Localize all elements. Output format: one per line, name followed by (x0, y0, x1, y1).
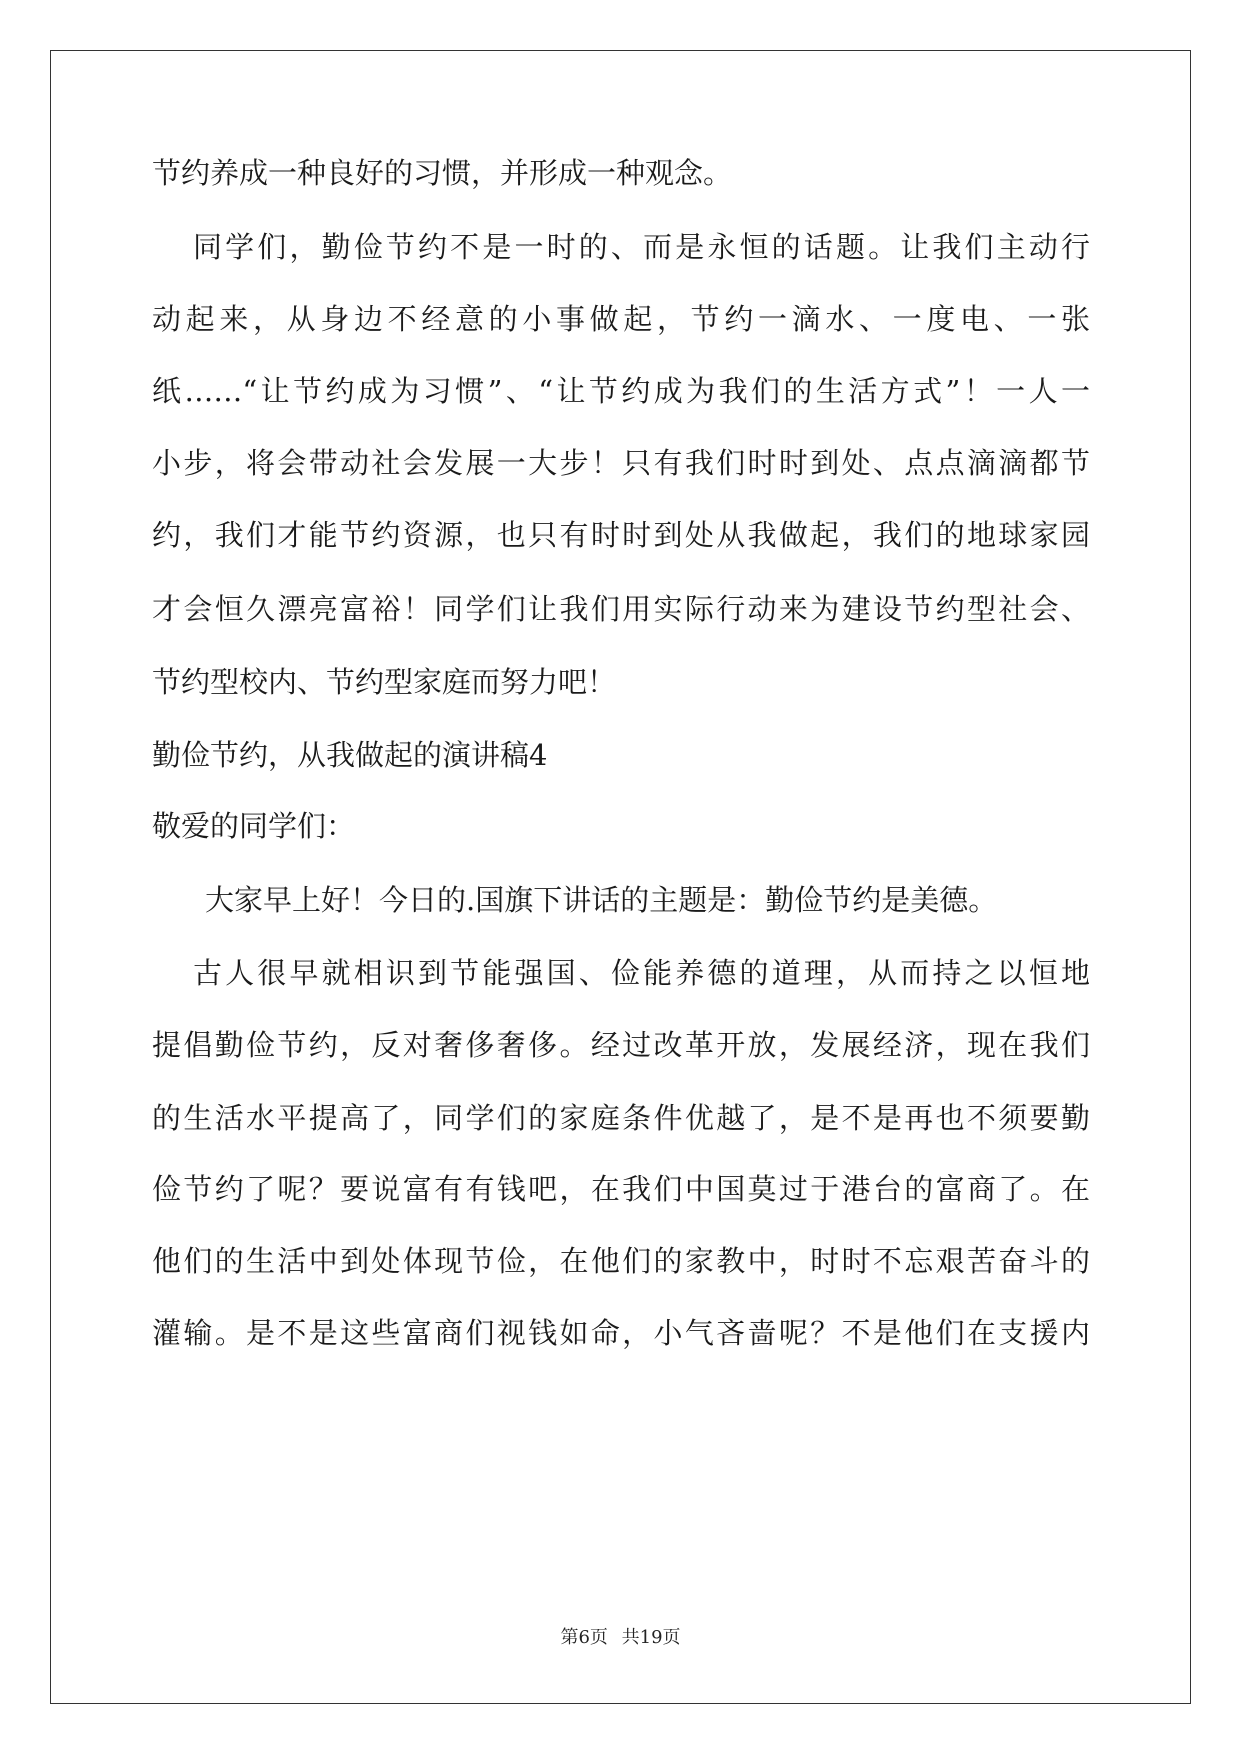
text-line: 纸……“让节约成为习惯”、“让节约成为我们的生活方式”！一人一 (152, 374, 1090, 408)
salutation: 敬爱的同学们： (152, 809, 356, 843)
text-line: 俭节约了呢？要说富有有钱吧，在我们中国莫过于港台的富商了。在 (152, 1172, 1090, 1206)
text-line: 小步，将会带动社会发展一大步！只有我们时时到处、点点滴滴都节 (152, 446, 1090, 480)
text-line: 大家早上好！今日的.国旗下讲话的主题是：勤俭节约是美德。 (205, 883, 998, 917)
text-line: 他们的生活中到处体现节俭，在他们的家教中，时时不忘艰苦奋斗的 (152, 1244, 1090, 1278)
text-line: 灌输。是不是这些富商们视钱如命，小气吝啬呢？不是他们在支援内 (152, 1316, 1090, 1350)
text-line: 才会恒久漂亮富裕！同学们让我们用实际行动来为建设节约型社会、 (152, 592, 1090, 626)
text-line: 节约型校内、节约型家庭而努力吧！ (152, 665, 617, 699)
page-number: 第6页 (560, 1627, 608, 1648)
text-line: 同学们，勤俭节约不是一时的、而是永恒的话题。让我们主动行 (193, 230, 1090, 264)
text-line: 动起来，从身边不经意的小事做起，节约一滴水、一度电、一张 (152, 302, 1090, 336)
text-line: 古人很早就相识到节能强国、俭能养德的道理，从而持之以恒地 (193, 956, 1090, 990)
page-footer (0, 1626, 1241, 1650)
text-line: 提倡勤俭节约，反对奢侈奢侈。经过改革开放，发展经济，现在我们 (152, 1028, 1090, 1062)
text-line: 节约养成一种良好的习惯，并形成一种观念。 (152, 156, 733, 190)
page-total: 共19页 (621, 1627, 681, 1648)
section-heading: 勤俭节约，从我做起的演讲稿4 (152, 738, 548, 772)
text-line: 的生活水平提高了，同学们的家庭条件优越了，是不是再也不须要勤 (152, 1101, 1090, 1135)
text-line: 约，我们才能节约资源，也只有时时到处从我做起，我们的地球家园 (152, 518, 1090, 552)
